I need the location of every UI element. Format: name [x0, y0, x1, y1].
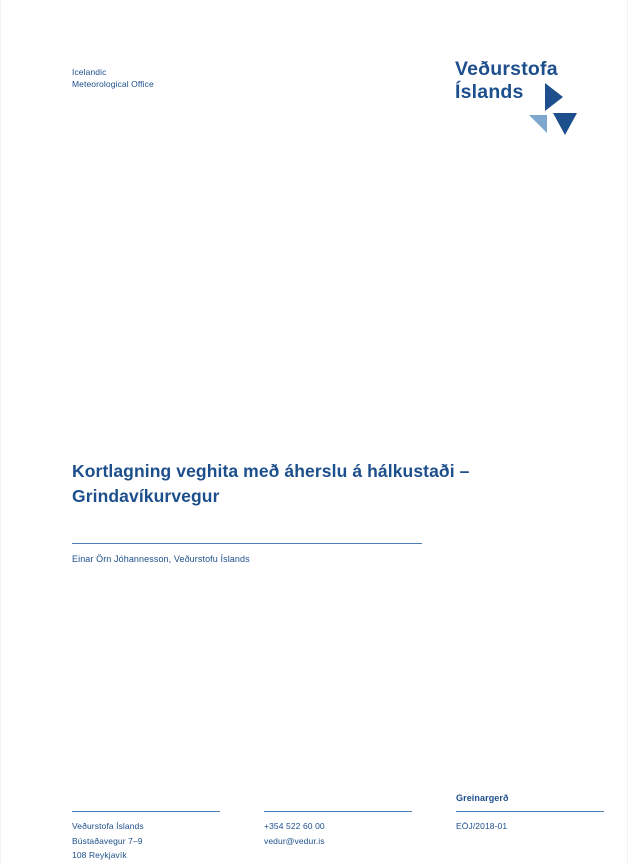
organization-name-line2: Meteorological Office — [72, 79, 154, 90]
footer-report — [456, 819, 507, 834]
report-number: EÖJ/2018-01 — [456, 821, 508, 831]
logo-text-line2: Íslands — [455, 80, 524, 103]
document-title: Kortlagning veghita með áherslu á hálkustaði – Grindavíkurvegur — [72, 461, 470, 506]
footer-address-line3: 108 Reykjavík — [72, 850, 127, 861]
organization-name-line1: Icelandic — [72, 67, 107, 77]
footer-contact — [264, 819, 325, 848]
organization-name — [72, 66, 154, 91]
footer-address — [72, 819, 144, 863]
report-kind: Greinargerð — [456, 793, 509, 803]
footer-divider-report — [456, 811, 604, 812]
footer-divider-address — [72, 811, 220, 812]
footer-address-line2: Bústaðavegur 7–9 — [72, 835, 143, 846]
footer-phone: +354 522 60 00 — [264, 821, 325, 831]
title-divider — [72, 543, 422, 544]
document-author: Einar Örn Jóhannesson, Veðurstofu Íslands — [72, 554, 250, 564]
logo-text-line1: Veðurstofa — [455, 58, 558, 80]
footer-email[interactable]: vedur@vedur.is — [264, 835, 325, 846]
footer-address-line1: Veðurstofa Íslands — [72, 821, 144, 831]
veðurstofa-arrow-mark-icon — [529, 83, 587, 143]
footer-divider-contact — [264, 811, 412, 812]
logo — [455, 58, 590, 148]
